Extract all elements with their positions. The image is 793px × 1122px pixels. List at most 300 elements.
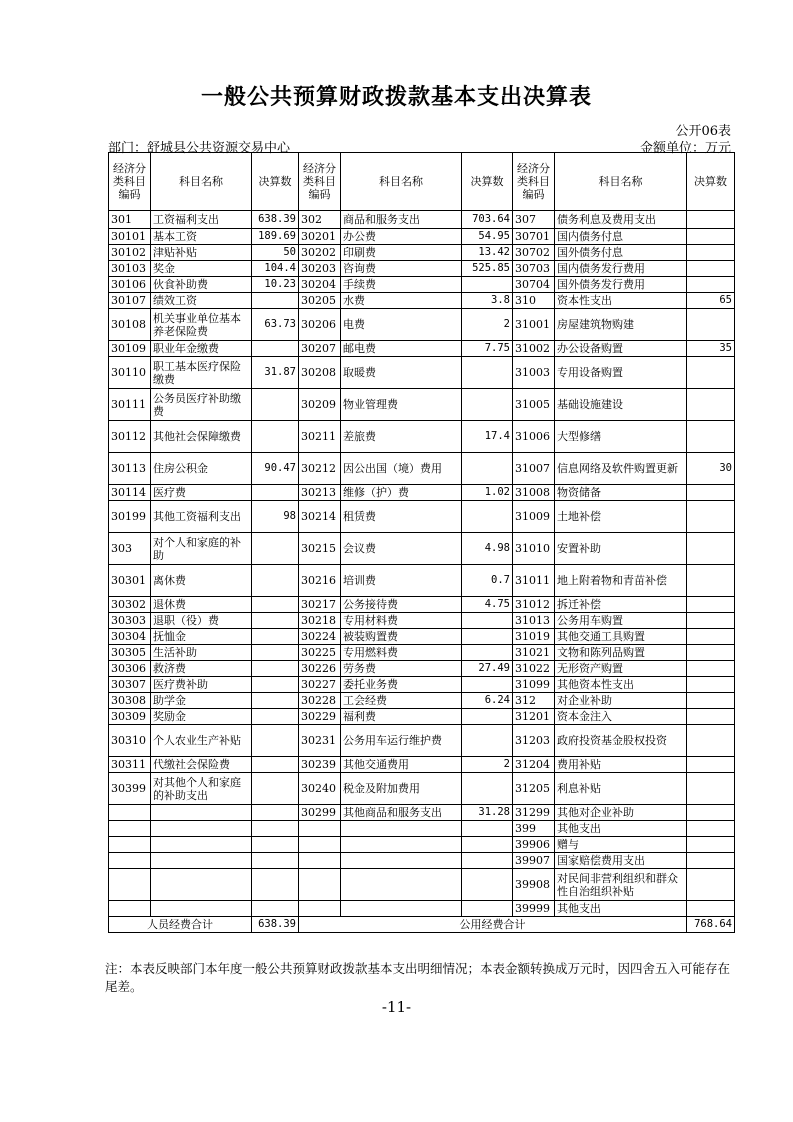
code-cell: 31203 bbox=[513, 725, 555, 757]
subject-name-cell bbox=[341, 837, 462, 853]
subject-name-cell: 政府投资基金股权投资 bbox=[555, 725, 687, 757]
amount-cell: 1.02 bbox=[462, 485, 513, 501]
table-row bbox=[109, 421, 735, 453]
subject-name-cell: 职工基本医疗保险缴费 bbox=[151, 357, 252, 389]
code-cell: 31019 bbox=[513, 629, 555, 645]
subject-name-cell: 医疗费补助 bbox=[151, 677, 252, 693]
subject-name-cell: 抚恤金 bbox=[151, 629, 252, 645]
amount-cell: 0.7 bbox=[462, 565, 513, 597]
amount-cell: 30 bbox=[687, 453, 735, 485]
subject-name-cell: 其他资本性支出 bbox=[555, 677, 687, 693]
code-cell: 30702 bbox=[513, 245, 555, 261]
code-cell: 399 bbox=[513, 821, 555, 837]
amount-cell: 2 bbox=[462, 309, 513, 341]
amount-cell: 31.87 bbox=[252, 357, 299, 389]
code-cell: 30239 bbox=[299, 757, 341, 773]
code-cell: 30214 bbox=[299, 501, 341, 533]
amount-cell bbox=[687, 309, 735, 341]
amount-cell bbox=[687, 245, 735, 261]
code-cell: 30311 bbox=[109, 757, 151, 773]
code-cell: 30206 bbox=[299, 309, 341, 341]
code-cell: 31006 bbox=[513, 421, 555, 453]
code-cell: 301 bbox=[109, 211, 151, 229]
table-row bbox=[109, 773, 735, 805]
subject-name-cell bbox=[341, 853, 462, 869]
table-row bbox=[109, 661, 735, 677]
subject-name-cell: 国家赔偿费用支出 bbox=[555, 853, 687, 869]
subject-name-cell: 代缴社会保险费 bbox=[151, 757, 252, 773]
subject-name-cell: 培训费 bbox=[341, 565, 462, 597]
subject-name-cell: 手续费 bbox=[341, 277, 462, 293]
amount-cell bbox=[252, 725, 299, 757]
amount-cell: 4.75 bbox=[462, 597, 513, 613]
subject-name-cell: 专用燃料费 bbox=[341, 645, 462, 661]
table-row bbox=[109, 725, 735, 757]
subject-name-cell: 拆迁补偿 bbox=[555, 597, 687, 613]
code-cell: 30701 bbox=[513, 229, 555, 245]
amount-cell bbox=[252, 677, 299, 693]
code-cell: 30109 bbox=[109, 341, 151, 357]
table-row bbox=[109, 709, 735, 725]
subject-name-cell: 绩效工资 bbox=[151, 293, 252, 309]
code-cell: 30305 bbox=[109, 645, 151, 661]
table-row bbox=[109, 821, 735, 837]
code-cell: 30226 bbox=[299, 661, 341, 677]
amount-cell: 98 bbox=[252, 501, 299, 533]
subject-name-cell: 资本金注入 bbox=[555, 709, 687, 725]
subject-name-cell: 信息网络及软件购置更新 bbox=[555, 453, 687, 485]
public-total-value: 768.64 bbox=[687, 917, 735, 933]
amount-cell bbox=[462, 629, 513, 645]
unit-label: 金额单位：万元 bbox=[639, 141, 731, 156]
table-row bbox=[109, 309, 735, 341]
subject-name-cell: 商品和服务支出 bbox=[341, 211, 462, 229]
amount-cell bbox=[687, 869, 735, 901]
amount-cell: 2 bbox=[462, 757, 513, 773]
amount-cell bbox=[687, 277, 735, 293]
subject-name-cell: 津贴补贴 bbox=[151, 245, 252, 261]
code-cell: 30218 bbox=[299, 613, 341, 629]
code-cell bbox=[109, 901, 151, 917]
amount-cell bbox=[252, 661, 299, 677]
subject-name-cell: 公务用车购置 bbox=[555, 613, 687, 629]
subject-name-cell: 救济费 bbox=[151, 661, 252, 677]
amount-cell: 4.98 bbox=[462, 533, 513, 565]
code-cell: 303 bbox=[109, 533, 151, 565]
code-cell: 30216 bbox=[299, 565, 341, 597]
amount-cell: 27.49 bbox=[462, 661, 513, 677]
header-code: 经济分类科目编码 bbox=[513, 153, 555, 211]
amount-cell bbox=[462, 821, 513, 837]
code-cell: 31021 bbox=[513, 645, 555, 661]
amount-cell: 7.75 bbox=[462, 341, 513, 357]
amount-cell bbox=[687, 645, 735, 661]
amount-cell bbox=[252, 533, 299, 565]
amount-cell: 703.64 bbox=[462, 211, 513, 229]
subject-name-cell: 无形资产购置 bbox=[555, 661, 687, 677]
code-cell: 31013 bbox=[513, 613, 555, 629]
amount-cell bbox=[687, 501, 735, 533]
amount-cell bbox=[252, 597, 299, 613]
code-cell: 30106 bbox=[109, 277, 151, 293]
code-cell: 30228 bbox=[299, 693, 341, 709]
subject-name-cell: 利息补贴 bbox=[555, 773, 687, 805]
amount-cell bbox=[462, 853, 513, 869]
personnel-total-value: 638.39 bbox=[252, 917, 299, 933]
amount-cell bbox=[687, 677, 735, 693]
amount-cell bbox=[462, 613, 513, 629]
amount-cell bbox=[687, 661, 735, 677]
amount-cell bbox=[687, 597, 735, 613]
amount-cell bbox=[687, 565, 735, 597]
code-cell bbox=[109, 805, 151, 821]
header-amount: 决算数 bbox=[252, 153, 299, 211]
amount-cell bbox=[462, 357, 513, 389]
amount-cell: 90.47 bbox=[252, 453, 299, 485]
code-cell: 31009 bbox=[513, 501, 555, 533]
amount-cell bbox=[252, 709, 299, 725]
amount-cell bbox=[252, 421, 299, 453]
subject-name-cell: 办公费 bbox=[341, 229, 462, 245]
form-number: 公开06表 bbox=[675, 124, 731, 139]
table-row bbox=[109, 757, 735, 773]
table-row bbox=[109, 613, 735, 629]
subject-name-cell: 基本工资 bbox=[151, 229, 252, 245]
header-code: 经济分类科目编码 bbox=[109, 153, 151, 211]
code-cell: 30308 bbox=[109, 693, 151, 709]
subject-name-cell: 因公出国（境）费用 bbox=[341, 453, 462, 485]
subject-name-cell: 其他支出 bbox=[555, 901, 687, 917]
subject-name-cell: 工资福利支出 bbox=[151, 211, 252, 229]
amount-cell bbox=[687, 613, 735, 629]
code-cell: 31001 bbox=[513, 309, 555, 341]
code-cell bbox=[299, 869, 341, 901]
code-cell bbox=[299, 837, 341, 853]
table-row bbox=[109, 277, 735, 293]
code-cell: 30199 bbox=[109, 501, 151, 533]
table-row bbox=[109, 389, 735, 421]
amount-cell bbox=[252, 805, 299, 821]
page-title: 一般公共预算财政拨款基本支出决算表 bbox=[200, 85, 592, 110]
code-cell: 30202 bbox=[299, 245, 341, 261]
code-cell: 39907 bbox=[513, 853, 555, 869]
subject-name-cell: 机关事业单位基本养老保险费 bbox=[151, 309, 252, 341]
code-cell: 31204 bbox=[513, 757, 555, 773]
amount-cell bbox=[252, 869, 299, 901]
code-cell: 30201 bbox=[299, 229, 341, 245]
code-cell: 30217 bbox=[299, 597, 341, 613]
code-cell: 30224 bbox=[299, 629, 341, 645]
public-total-label: 公用经费合计 bbox=[299, 917, 687, 933]
table-row bbox=[109, 453, 735, 485]
subject-name-cell: 电费 bbox=[341, 309, 462, 341]
department-label: 部门：舒城县公共资源交易中心 bbox=[108, 141, 291, 156]
code-cell: 30211 bbox=[299, 421, 341, 453]
subject-name-cell: 公务用车运行维护费 bbox=[341, 725, 462, 757]
code-cell: 39999 bbox=[513, 901, 555, 917]
amount-cell bbox=[252, 613, 299, 629]
amount-cell: 13.42 bbox=[462, 245, 513, 261]
subject-name-cell: 咨询费 bbox=[341, 261, 462, 277]
table-row bbox=[109, 805, 735, 821]
amount-cell bbox=[687, 389, 735, 421]
amount-cell bbox=[252, 341, 299, 357]
subject-name-cell: 公务接待费 bbox=[341, 597, 462, 613]
amount-cell bbox=[252, 629, 299, 645]
subject-name-cell: 对民间非营利组织和群众性自治组织补贴 bbox=[555, 869, 687, 901]
subject-name-cell: 其他工资福利支出 bbox=[151, 501, 252, 533]
subject-name-cell bbox=[151, 837, 252, 853]
subject-name-cell: 土地补偿 bbox=[555, 501, 687, 533]
code-cell bbox=[299, 853, 341, 869]
subject-name-cell: 对其他个人和家庭的补助支出 bbox=[151, 773, 252, 805]
code-cell: 302 bbox=[299, 211, 341, 229]
subject-name-cell: 取暖费 bbox=[341, 357, 462, 389]
code-cell: 30114 bbox=[109, 485, 151, 501]
code-cell: 31010 bbox=[513, 533, 555, 565]
code-cell bbox=[299, 821, 341, 837]
subject-name-cell: 租赁费 bbox=[341, 501, 462, 533]
code-cell: 31205 bbox=[513, 773, 555, 805]
subject-name-cell: 其他对企业补助 bbox=[555, 805, 687, 821]
code-cell: 30227 bbox=[299, 677, 341, 693]
code-cell: 30103 bbox=[109, 261, 151, 277]
code-cell: 30102 bbox=[109, 245, 151, 261]
subject-name-cell: 物资储备 bbox=[555, 485, 687, 501]
subject-name-cell: 文物和陈列品购置 bbox=[555, 645, 687, 661]
subject-name-cell: 大型修缮 bbox=[555, 421, 687, 453]
subject-name-cell: 房屋建筑物购建 bbox=[555, 309, 687, 341]
amount-cell bbox=[252, 389, 299, 421]
code-cell: 30307 bbox=[109, 677, 151, 693]
amount-cell: 104.4 bbox=[252, 261, 299, 277]
amount-cell bbox=[252, 485, 299, 501]
code-cell: 30207 bbox=[299, 341, 341, 357]
table-row bbox=[109, 597, 735, 613]
amount-cell bbox=[252, 293, 299, 309]
amount-cell bbox=[462, 773, 513, 805]
code-cell: 30108 bbox=[109, 309, 151, 341]
amount-cell bbox=[462, 709, 513, 725]
code-cell: 31008 bbox=[513, 485, 555, 501]
subject-name-cell: 其他社会保障缴费 bbox=[151, 421, 252, 453]
table-row bbox=[109, 645, 735, 661]
code-cell: 30302 bbox=[109, 597, 151, 613]
amount-cell: 17.4 bbox=[462, 421, 513, 453]
subject-name-cell bbox=[151, 805, 252, 821]
amount-cell bbox=[462, 725, 513, 757]
header-name: 科目名称 bbox=[341, 153, 462, 211]
subject-name-cell: 被装购置费 bbox=[341, 629, 462, 645]
table-row bbox=[109, 837, 735, 853]
amount-cell: 63.73 bbox=[252, 309, 299, 341]
amount-cell bbox=[462, 677, 513, 693]
totals-row bbox=[109, 917, 735, 933]
amount-cell: 10.23 bbox=[252, 277, 299, 293]
code-cell: 30215 bbox=[299, 533, 341, 565]
table-row bbox=[109, 565, 735, 597]
subject-name-cell: 退职（役）费 bbox=[151, 613, 252, 629]
amount-cell bbox=[687, 725, 735, 757]
code-cell: 30111 bbox=[109, 389, 151, 421]
amount-cell bbox=[687, 211, 735, 229]
code-cell: 30208 bbox=[299, 357, 341, 389]
subject-name-cell: 其他商品和服务支出 bbox=[341, 805, 462, 821]
code-cell: 30101 bbox=[109, 229, 151, 245]
subject-name-cell: 医疗费 bbox=[151, 485, 252, 501]
amount-cell bbox=[687, 261, 735, 277]
code-cell: 30309 bbox=[109, 709, 151, 725]
subject-name-cell bbox=[151, 821, 252, 837]
subject-name-cell: 邮电费 bbox=[341, 341, 462, 357]
amount-cell bbox=[462, 901, 513, 917]
subject-name-cell: 国外债务付息 bbox=[555, 245, 687, 261]
subject-name-cell: 水费 bbox=[341, 293, 462, 309]
table-row bbox=[109, 341, 735, 357]
amount-cell bbox=[462, 837, 513, 853]
table-row bbox=[109, 261, 735, 277]
code-cell: 39908 bbox=[513, 869, 555, 901]
amount-cell bbox=[687, 853, 735, 869]
code-cell: 30107 bbox=[109, 293, 151, 309]
subject-name-cell: 安置补助 bbox=[555, 533, 687, 565]
code-cell: 30209 bbox=[299, 389, 341, 421]
subject-name-cell: 债务利息及费用支出 bbox=[555, 211, 687, 229]
subject-name-cell: 退休费 bbox=[151, 597, 252, 613]
subject-name-cell: 福利费 bbox=[341, 709, 462, 725]
code-cell: 30303 bbox=[109, 613, 151, 629]
code-cell bbox=[109, 853, 151, 869]
subject-name-cell: 其他交通费用 bbox=[341, 757, 462, 773]
code-cell: 30306 bbox=[109, 661, 151, 677]
code-cell: 30704 bbox=[513, 277, 555, 293]
amount-cell bbox=[252, 693, 299, 709]
subject-name-cell: 职业年金缴费 bbox=[151, 341, 252, 357]
subject-name-cell bbox=[341, 869, 462, 901]
amount-cell bbox=[687, 357, 735, 389]
amount-cell bbox=[687, 709, 735, 725]
table-header-row bbox=[109, 153, 735, 211]
code-cell: 30204 bbox=[299, 277, 341, 293]
amount-cell bbox=[252, 853, 299, 869]
subject-name-cell: 对企业补助 bbox=[555, 693, 687, 709]
amount-cell bbox=[687, 821, 735, 837]
code-cell: 31003 bbox=[513, 357, 555, 389]
subject-name-cell: 生活补助 bbox=[151, 645, 252, 661]
code-cell: 30212 bbox=[299, 453, 341, 485]
amount-cell bbox=[687, 773, 735, 805]
table-row bbox=[109, 629, 735, 645]
subject-name-cell: 税金及附加费用 bbox=[341, 773, 462, 805]
code-cell: 30310 bbox=[109, 725, 151, 757]
table-row bbox=[109, 693, 735, 709]
subject-name-cell: 费用补贴 bbox=[555, 757, 687, 773]
amount-cell bbox=[252, 645, 299, 661]
subject-name-cell: 差旅费 bbox=[341, 421, 462, 453]
amount-cell bbox=[687, 757, 735, 773]
subject-name-cell: 专用材料费 bbox=[341, 613, 462, 629]
subject-name-cell: 地上附着物和青苗补偿 bbox=[555, 565, 687, 597]
amount-cell bbox=[252, 901, 299, 917]
amount-cell bbox=[687, 229, 735, 245]
code-cell: 31011 bbox=[513, 565, 555, 597]
amount-cell bbox=[252, 565, 299, 597]
code-cell: 30399 bbox=[109, 773, 151, 805]
subject-name-cell: 劳务费 bbox=[341, 661, 462, 677]
table-row bbox=[109, 293, 735, 309]
amount-cell bbox=[687, 629, 735, 645]
code-cell: 31201 bbox=[513, 709, 555, 725]
code-cell: 30703 bbox=[513, 261, 555, 277]
subject-name-cell: 会议费 bbox=[341, 533, 462, 565]
amount-cell bbox=[687, 485, 735, 501]
table-body bbox=[109, 211, 735, 917]
amount-cell bbox=[462, 389, 513, 421]
amount-cell bbox=[252, 837, 299, 853]
subject-name-cell: 资本性支出 bbox=[555, 293, 687, 309]
code-cell: 31299 bbox=[513, 805, 555, 821]
subject-name-cell bbox=[341, 901, 462, 917]
amount-cell bbox=[687, 533, 735, 565]
subject-name-cell: 伙食补助费 bbox=[151, 277, 252, 293]
amount-cell bbox=[252, 773, 299, 805]
subject-name-cell: 奖金 bbox=[151, 261, 252, 277]
subject-name-cell: 个人农业生产补贴 bbox=[151, 725, 252, 757]
subject-name-cell bbox=[151, 853, 252, 869]
subject-name-cell: 专用设备购置 bbox=[555, 357, 687, 389]
code-cell: 30205 bbox=[299, 293, 341, 309]
code-cell: 30299 bbox=[299, 805, 341, 821]
subject-name-cell: 奖励金 bbox=[151, 709, 252, 725]
code-cell: 31002 bbox=[513, 341, 555, 357]
subject-name-cell: 基础设施建设 bbox=[555, 389, 687, 421]
subject-name-cell: 公务员医疗补助缴费 bbox=[151, 389, 252, 421]
subject-name-cell: 国内债务发行费用 bbox=[555, 261, 687, 277]
code-cell: 30229 bbox=[299, 709, 341, 725]
code-cell: 31022 bbox=[513, 661, 555, 677]
table-row bbox=[109, 229, 735, 245]
header-name: 科目名称 bbox=[555, 153, 687, 211]
subject-name-cell: 国内债务付息 bbox=[555, 229, 687, 245]
subject-name-cell: 住房公积金 bbox=[151, 453, 252, 485]
amount-cell: 35 bbox=[687, 341, 735, 357]
header-code: 经济分类科目编码 bbox=[299, 153, 341, 211]
subject-name-cell bbox=[341, 821, 462, 837]
table-row bbox=[109, 853, 735, 869]
code-cell: 31007 bbox=[513, 453, 555, 485]
subject-name-cell: 委托业务费 bbox=[341, 677, 462, 693]
code-cell: 30301 bbox=[109, 565, 151, 597]
code-cell: 30231 bbox=[299, 725, 341, 757]
subject-name-cell: 助学金 bbox=[151, 693, 252, 709]
code-cell bbox=[299, 901, 341, 917]
table-row bbox=[109, 357, 735, 389]
code-cell: 307 bbox=[513, 211, 555, 229]
amount-cell bbox=[252, 757, 299, 773]
subject-name-cell: 离休费 bbox=[151, 565, 252, 597]
amount-cell: 3.8 bbox=[462, 293, 513, 309]
amount-cell bbox=[462, 453, 513, 485]
code-cell bbox=[109, 821, 151, 837]
subject-name-cell bbox=[151, 869, 252, 901]
table-row bbox=[109, 245, 735, 261]
subject-name-cell: 办公设备购置 bbox=[555, 341, 687, 357]
amount-cell: 189.69 bbox=[252, 229, 299, 245]
subject-name-cell bbox=[151, 901, 252, 917]
amount-cell bbox=[687, 421, 735, 453]
amount-cell bbox=[462, 645, 513, 661]
amount-cell: 65 bbox=[687, 293, 735, 309]
